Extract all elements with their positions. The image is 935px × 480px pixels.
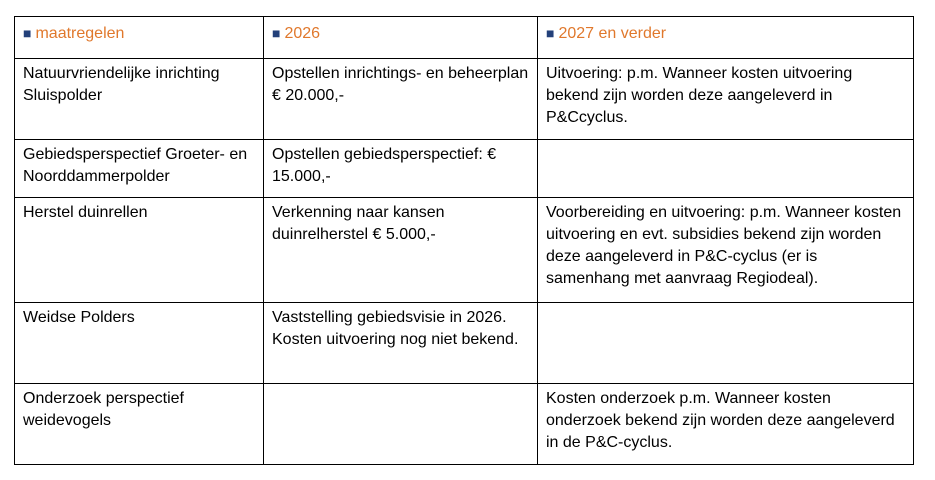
table-row bbox=[15, 59, 914, 140]
cell-measure: Gebiedsperspectief Groeter- en Noorddammerpolder bbox=[15, 140, 264, 198]
cell-2026: Opstellen gebiedsperspectief: € 15.000,- bbox=[264, 140, 538, 198]
cell-later bbox=[538, 140, 914, 198]
cell-2026: Vaststelling gebiedsvisie in 2026. Kosten uitvoering nog niet bekend. bbox=[264, 303, 538, 384]
cell-2026: Verkenning naar kansen duinrelherstel € 5.000,- bbox=[264, 198, 538, 303]
cell-later bbox=[538, 303, 914, 384]
cell-measure: Onderzoek perspectief weidevogels bbox=[15, 384, 264, 465]
table-row bbox=[15, 303, 914, 384]
cell-measure: Herstel duinrellen bbox=[15, 198, 264, 303]
header-2027-onward bbox=[538, 17, 914, 59]
header-bullet-icon: ■ bbox=[546, 25, 555, 41]
header-label: 2027 en verder bbox=[558, 25, 667, 42]
cell-later: Uitvoering: p.m. Wanneer kosten uitvoering bekend zijn worden deze aangeleverd in P&Ccyclus. bbox=[538, 59, 914, 140]
cell-2026: Opstellen inrichtings- en beheerplan € 20.000,- bbox=[264, 59, 538, 140]
table-row bbox=[15, 198, 914, 303]
cell-measure: Natuurvriendelijke inrichting Sluispolder bbox=[15, 59, 264, 140]
cell-2026 bbox=[264, 384, 538, 465]
table-row bbox=[15, 384, 914, 465]
measures-table bbox=[14, 16, 914, 465]
header-bullet-icon: ■ bbox=[23, 25, 32, 41]
cell-later: Voorbereiding en uitvoering: p.m. Wanneer kosten uitvoering en evt. subsidies bekend zijn worden deze aangeleverd in P&C-cyclus (er is samenhang met aanvraag Regiodeal). bbox=[538, 198, 914, 303]
table-row bbox=[15, 140, 914, 198]
cell-measure: Weidse Polders bbox=[15, 303, 264, 384]
cell-later: Kosten onderzoek p.m. Wanneer kosten onderzoek bekend zijn worden deze aangeleverd in de P&C-cyclus. bbox=[538, 384, 914, 465]
header-bullet-icon: ■ bbox=[272, 25, 281, 41]
header-2026 bbox=[264, 17, 538, 59]
header-label: maatregelen bbox=[35, 25, 125, 42]
header-row bbox=[15, 17, 914, 59]
header-label: 2026 bbox=[284, 25, 321, 42]
header-measures bbox=[15, 17, 264, 59]
